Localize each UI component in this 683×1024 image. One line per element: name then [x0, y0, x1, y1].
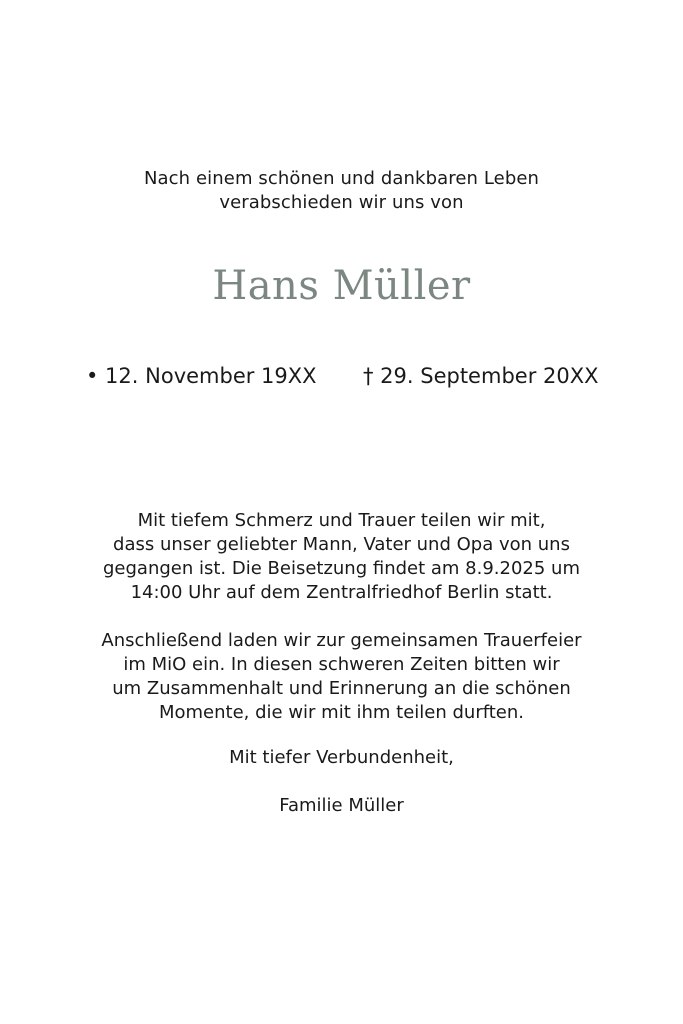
intro-line-1: Nach einem schönen und dankbaren Leben — [143, 168, 540, 189]
message-line: dass unser geliebter Mann, Vater und Opa von uns — [113, 534, 570, 555]
message-line: 14:00 Uhr auf dem Zentralfriedhof Berlin statt. — [130, 582, 553, 603]
message-line: Anschließend laden wir zur gemeinsamen Trauerfeier — [101, 630, 582, 651]
message-paragraph-1 — [0, 509, 683, 605]
message-line: im MiO ein. In diesen schweren Zeiten bitten wir — [123, 654, 560, 675]
closing-phrase: Mit tiefer Verbundenheit, — [229, 747, 454, 768]
intro-line-2: verabschieden wir uns von — [219, 192, 464, 213]
message-line: um Zusammenhalt und Erinnerung an die schönen — [112, 678, 571, 699]
message-paragraph-2 — [0, 629, 683, 725]
message-body — [0, 509, 683, 725]
birth-date: • 12. November 19XX — [86, 364, 317, 388]
message-line: gegangen ist. Die Beisetzung findet am 8.9.2025 um — [102, 558, 580, 579]
message-line: Momente, die wir mit ihm teilen durften. — [158, 702, 525, 723]
message-line: Mit tiefem Schmerz und Trauer teilen wir mit, — [137, 510, 546, 531]
death-date: † 29. September 20XX — [363, 364, 599, 388]
intro-text — [0, 167, 683, 215]
family-signature: Familie Müller — [279, 795, 404, 816]
deceased-name: Hans Müller — [212, 263, 471, 309]
